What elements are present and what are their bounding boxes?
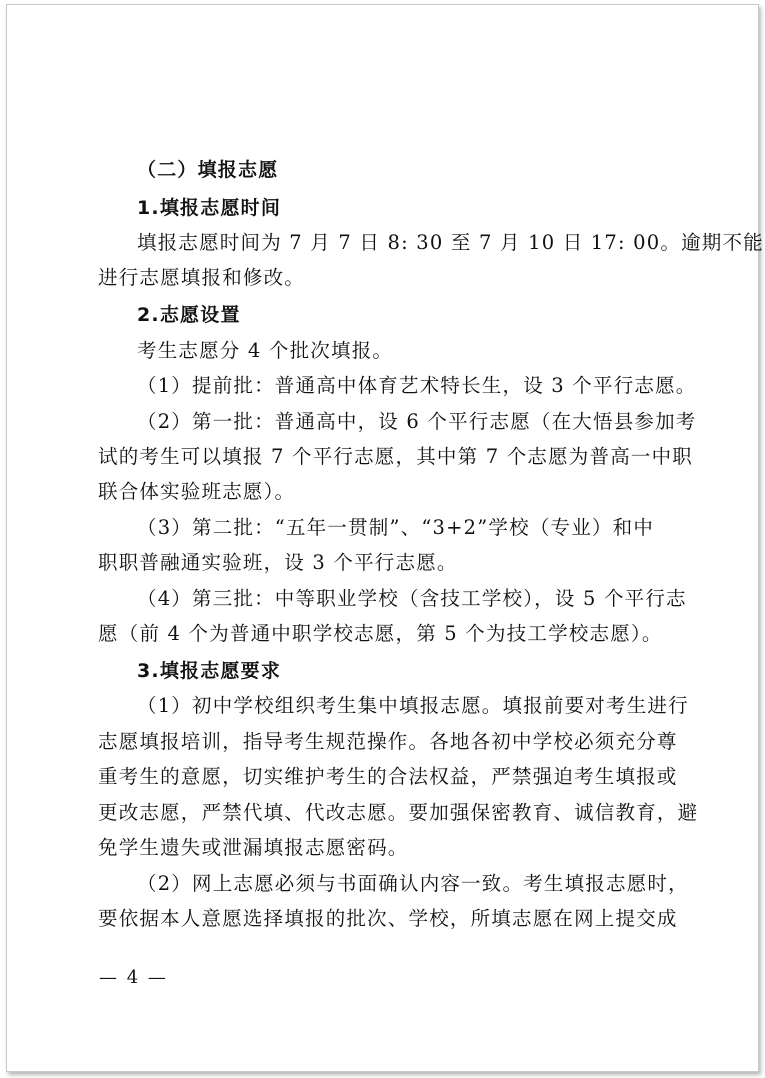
paragraph-line: 愿（前 4 个为普通中职学校志愿，第 5 个为技工学校志愿）。 [98, 622, 663, 645]
paragraph-line: 考生志愿分 4 个批次填报。 [137, 339, 394, 362]
paragraph-line: 进行志愿填报和修改。 [98, 266, 306, 289]
paragraph-line: 试的考生可以填报 7 个平行志愿，其中第 7 个志愿为普高一中职 [98, 445, 694, 468]
paragraph-line: （1）提前批：普通高中体育艺术特长生，设 3 个平行志愿。 [137, 374, 697, 397]
section-heading: （二）填报志愿 [137, 159, 279, 181]
paragraph-line: （3）第二批：“五年一贯制”、“3+2”学校（专业）和中 [137, 516, 655, 539]
paragraph-line: 填报志愿时间为 7 月 7 日 8: 30 至 7 月 10 日 17: 00。逾期不能 [137, 231, 764, 254]
paragraph-line: （2）网上志愿必须与书面确认内容一致。考生填报志愿时， [137, 872, 689, 895]
paragraph-line: 重考生的意愿，切实维护考生的合法权益，严禁强迫考生填报或 [98, 765, 678, 788]
paragraph-line: （4）第三批：中等职业学校（含技工学校），设 5 个平行志 [137, 587, 687, 610]
paragraph-line: 联合体实验班志愿）。 [98, 480, 296, 503]
paragraph-line: 要依据本人意愿选择填报的批次、学校，所填志愿在网上提交成 [98, 907, 678, 930]
paragraph-line: 志愿填报培训，指导考生规范操作。各地各初中学校必须充分尊 [98, 730, 678, 753]
subsection-heading: 3.填报志愿要求 [137, 660, 282, 682]
paragraph-line: 职职普融通实验班，设 3 个平行志愿。 [98, 551, 458, 574]
document-page [6, 4, 764, 1072]
page-number: — 4 — [99, 967, 168, 988]
paragraph-line: 免学生遗失或泄漏填报志愿密码。 [98, 836, 409, 859]
paragraph-line: 更改志愿，严禁代填、代改志愿。要加强保密教育、诚信教育，避 [98, 801, 699, 824]
subsection-heading: 2.志愿设置 [137, 304, 241, 326]
paragraph-line: （2）第一批：普通高中，设 6 个平行志愿（在大悟县参加考 [137, 410, 697, 433]
subsection-heading: 1.填报志愿时间 [137, 197, 282, 219]
paragraph-line: （1）初中学校组织考生集中填报志愿。填报前要对考生进行 [137, 694, 689, 717]
